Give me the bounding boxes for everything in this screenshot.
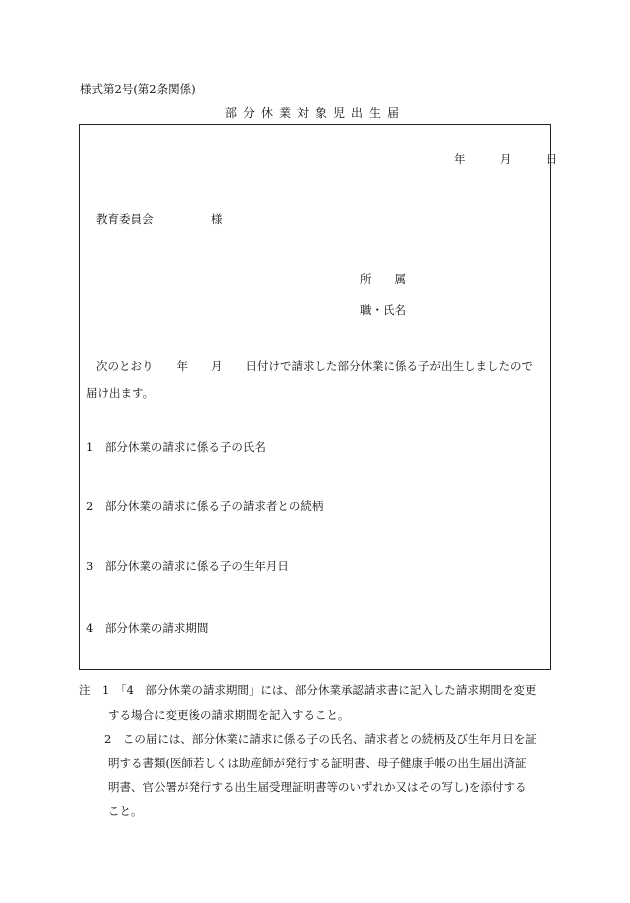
note-2-line-4: こと。 — [108, 804, 143, 818]
item-request-period: 4 部分休業の請求期間 — [86, 621, 209, 635]
body-text-line-1: 次のとおり 年 月 日付けで請求した部分休業に係る子が出生しましたので — [96, 359, 533, 373]
date-month-label: 月 — [499, 152, 512, 166]
item-child-relationship: 2 部分休業の請求に係る子の請求者との続柄 — [86, 499, 324, 513]
note-1-line-2: する場合に変更後の請求期間を記入すること。 — [108, 708, 350, 722]
item-child-birthdate: 3 部分休業の請求に係る子の生年月日 — [86, 559, 289, 573]
affiliation-label: 所 属 — [360, 272, 406, 286]
form-number-label: 様式第2号(第2条関係) — [80, 82, 196, 96]
body-text-line-2: 届け出ます。 — [86, 386, 155, 400]
date-day-label: 日 — [545, 152, 558, 166]
date-line — [454, 151, 557, 167]
position-name-label: 職・氏名 — [360, 303, 406, 317]
note-2-line-1: 2 この届には、部分休業に請求に係る子の氏名、請求者との続柄及び生年月日を証 — [104, 732, 537, 746]
document-title: 部分休業対象児出生届 — [224, 106, 405, 120]
note-1-line-1: 注 1 「4 部分休業の請求期間」には、部分休業承認請求書に記入した請求期間を変更 — [79, 683, 537, 697]
note-2-line-2: 明する書類(医師若しくは助産師が発行する証明書、母子健康手帳の出生届出済証 — [108, 756, 527, 770]
date-year-label: 年 — [454, 152, 466, 166]
note-2-line-3: 明書、官公署が発行する出生届受理証明書等のいずれか又はその写し)を添付する — [108, 780, 527, 794]
item-child-name: 1 部分休業の請求に係る子の氏名 — [86, 440, 266, 454]
addressee-line: 教育委員会 様 — [96, 212, 223, 226]
